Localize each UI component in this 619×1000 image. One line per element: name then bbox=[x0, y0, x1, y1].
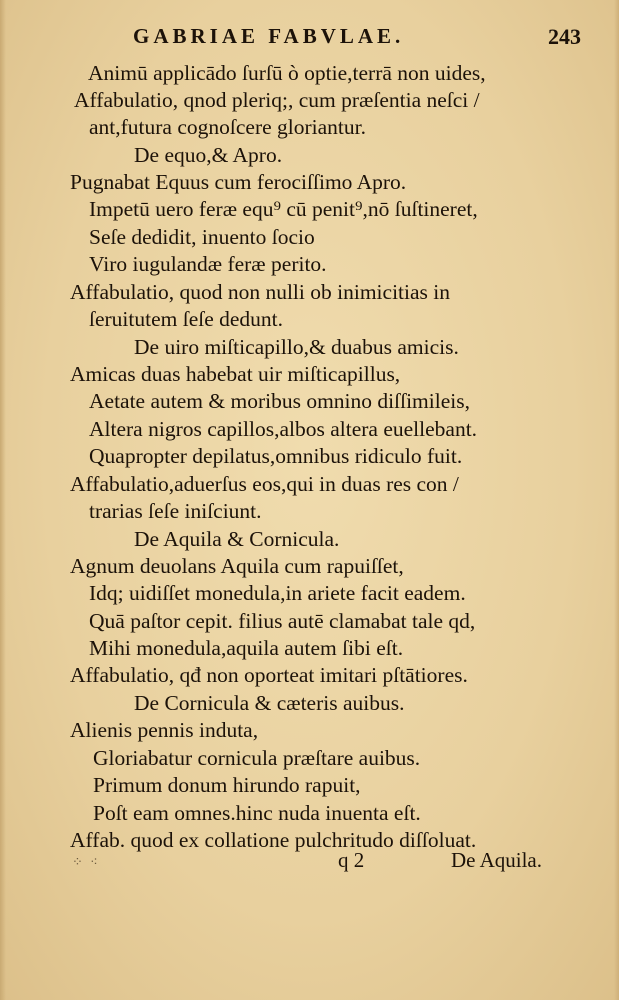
text-line: Alienis pennis induta, bbox=[70, 718, 259, 742]
text-line: Gloriabatur cornicula præſtare auibus. bbox=[93, 746, 421, 770]
text-line: Affabulatio, qđ non oporteat imitari pſtātiores. bbox=[70, 663, 468, 687]
page-number: 243 bbox=[548, 24, 581, 49]
fable-heading: De Aquila & Cornicula. bbox=[134, 527, 340, 551]
page-header bbox=[0, 24, 619, 54]
text-line: Idq; uidiſſet monedula,in ariete facit eadem. bbox=[89, 581, 466, 605]
catchword: De Aquila. bbox=[451, 848, 542, 872]
text-line: Altera nigros capillos,albos altera euellebant. bbox=[89, 417, 478, 441]
text-line: Impetū uero feræ equ⁹ cū penit⁹,nō ſuſtineret, bbox=[89, 197, 478, 221]
text-line: Poſt eam omnes.hinc nuda inuenta eſt. bbox=[93, 801, 421, 825]
text-line: Pugnabat Equus cum ferociſſimo Apro. bbox=[70, 170, 407, 194]
text-line: Mihi monedula,aquila autem ſibi eſt. bbox=[89, 636, 404, 660]
text-line: Seſe dedidit, inuento ſocio bbox=[89, 225, 315, 249]
text-line: Affabulatio,aduerſus eos,qui in duas res con / bbox=[70, 472, 459, 496]
fable-heading: De uiro miſticapillo,& duabus amicis. bbox=[134, 335, 459, 359]
text-line: Amicas duas habebat uir miſticapillus, bbox=[70, 362, 401, 386]
text-line: Viro iugulandæ feræ perito. bbox=[89, 252, 327, 276]
text-line: Affabulatio, quod non nulli ob inimicitias in bbox=[70, 280, 450, 304]
text-line: Agnum deuolans Aquila cum rapuiſſet, bbox=[70, 554, 404, 578]
ink-smudge: ⁘ ⁖ bbox=[72, 854, 100, 869]
text-line: Affab. quod ex collatione pulchritudo diſſoluat. bbox=[70, 828, 477, 852]
text-line: Aetate autem & moribus omnino diſſimileis, bbox=[89, 389, 470, 413]
text-line: Quapropter depilatus,omnibus ridiculo fuit. bbox=[89, 444, 463, 468]
running-title: GABRIAE FABVLAE. bbox=[133, 24, 405, 48]
fable-heading: De Cornicula & cæteris auibus. bbox=[134, 691, 405, 715]
text-line: Quā paſtor cepit. filius autē clamabat tale qd, bbox=[89, 609, 476, 633]
text-line: Animū applicādo ſurſū ò optie,terrā non uides, bbox=[88, 61, 486, 85]
text-line: ant,futura cognoſcere gloriantur. bbox=[89, 115, 367, 139]
text-line: trarias ſeſe iniſciunt. bbox=[89, 499, 262, 523]
text-line: Affabulatio, qnod pleriq;, cum præſentia neſci / bbox=[74, 88, 480, 112]
fable-heading: De equo,& Apro. bbox=[134, 143, 283, 167]
signature-mark: q 2 bbox=[338, 848, 365, 872]
text-line: Primum donum hirundo rapuit, bbox=[93, 773, 361, 797]
text-line: ſeruitutem ſeſe dedunt. bbox=[89, 307, 284, 331]
page-footer bbox=[0, 848, 619, 878]
